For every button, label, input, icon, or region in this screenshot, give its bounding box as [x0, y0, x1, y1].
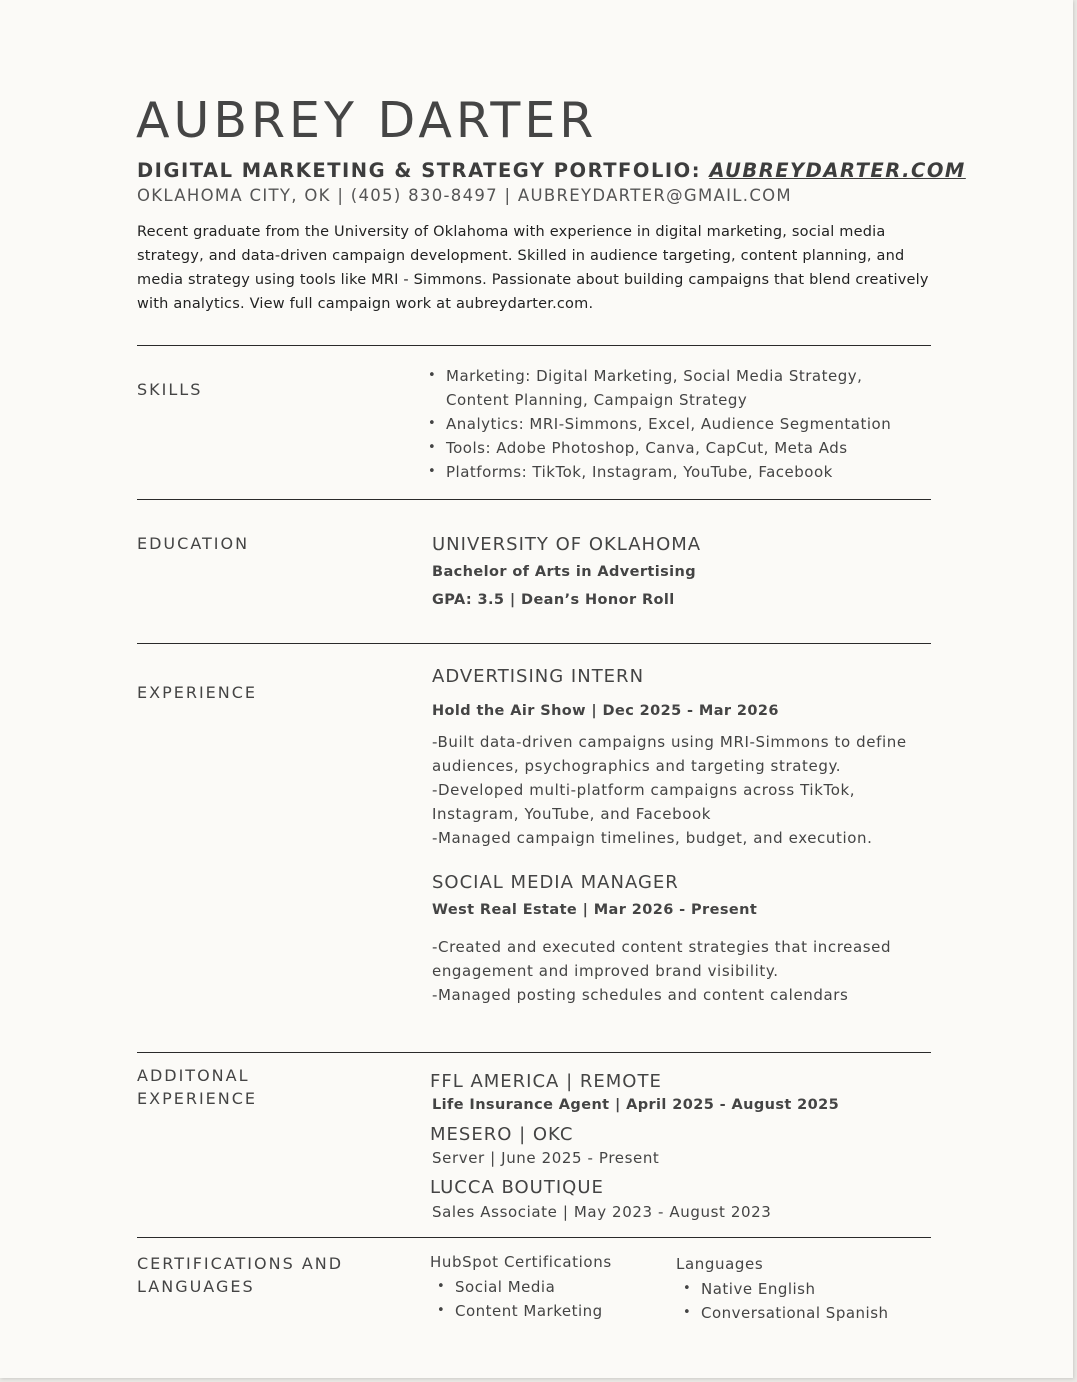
list-item: • Platforms: TikTok, Instagram, YouTube, Facebook — [428, 460, 928, 484]
experience-title: EXPERIENCE — [137, 683, 258, 702]
additional-title — [137, 1064, 257, 1110]
candidate-name: AUBREY DARTER — [136, 92, 598, 149]
section-divider — [137, 345, 931, 346]
certifications-title — [137, 1252, 343, 1298]
headline-prefix: DIGITAL MARKETING & STRATEGY PORTFOLIO: — [137, 159, 710, 182]
job-detail: Sales Associate | May 2023 - August 2023 — [432, 1203, 772, 1221]
section-divider — [137, 1052, 931, 1053]
skills-title: SKILLS — [137, 380, 203, 399]
list-item: • Social Media — [437, 1275, 657, 1299]
list-item: • Content Marketing — [437, 1299, 657, 1323]
job-title: FFL AMERICA | REMOTE — [430, 1071, 662, 1092]
job-org: West Real Estate | Mar 2026 - Present — [432, 902, 758, 918]
job-detail: Server | June 2025 - Present — [432, 1149, 660, 1167]
certifications-title-line: CERTIFICATIONS AND — [137, 1254, 344, 1273]
languages-list — [683, 1277, 933, 1325]
additional-title-line: ADDITONAL — [137, 1066, 250, 1085]
job-description — [432, 935, 932, 1007]
hubspot-list — [437, 1275, 657, 1323]
job-detail: Life Insurance Agent | April 2025 - August 2025 — [432, 1097, 840, 1113]
degree: Bachelor of Arts in Advertising — [432, 564, 697, 580]
languages-heading: Languages — [676, 1255, 764, 1273]
job-title: ADVERTISING INTERN — [432, 666, 645, 687]
list-item: • Marketing: Digital Marketing, Social Media Strategy, Content Planning, Campaign Strategy — [428, 364, 928, 412]
education-title: EDUCATION — [137, 534, 250, 553]
description-line: -Managed posting schedules and content calendars — [432, 986, 849, 1004]
list-item: • Analytics: MRI-Simmons, Excel, Audience Segmentation — [428, 412, 928, 436]
job-org: Hold the Air Show | Dec 2025 - Mar 2026 — [432, 703, 779, 719]
gpa: GPA: 3.5 | Dean’s Honor Roll — [432, 592, 675, 608]
contact-line: OKLAHOMA CITY, OK | (405) 830-8497 | AUBREYDARTER@GMAIL.COM — [137, 186, 792, 205]
hubspot-heading: HubSpot Certifications — [430, 1253, 612, 1271]
portfolio-headline — [137, 159, 966, 182]
description-line: -Managed campaign timelines, budget, and execution. — [432, 829, 873, 847]
description-line: -Created and executed content strategies that increased engagement and improved brand visibility. — [432, 938, 892, 980]
summary-paragraph: Recent graduate from the University of Oklahoma with experience in digital marketing, social media strategy, and data-driven campaign development. Skilled in audience targeting, content planning, and media strategy using tools like MRI - Simmons. Passionate about building campaigns that blend creatively with analytics. View full campaign work at aubreydarter.com. — [137, 224, 929, 312]
list-item: • Tools: Adobe Photoshop, Canva, CapCut, Meta Ads — [428, 436, 928, 460]
skills-list — [428, 364, 928, 484]
section-divider — [137, 1237, 931, 1238]
portfolio-link[interactable]: AUBREYDARTER.COM — [709, 159, 966, 182]
job-description — [432, 730, 932, 850]
list-item: • Native English — [683, 1277, 933, 1301]
job-title: LUCCA BOUTIQUE — [430, 1177, 604, 1198]
section-divider — [137, 643, 931, 644]
additional-title-line: EXPERIENCE — [137, 1089, 258, 1108]
school-name: UNIVERSITY OF OKLAHOMA — [432, 534, 702, 555]
description-line: -Built data-driven campaigns using MRI-Simmons to define audiences, psychographics and targeting strategy. — [432, 733, 907, 775]
description-line: -Developed multi-platform campaigns across TikTok, Instagram, YouTube, and Facebook — [432, 781, 856, 823]
job-title: MESERO | OKC — [430, 1124, 574, 1145]
job-title: SOCIAL MEDIA MANAGER — [432, 872, 679, 893]
list-item: • Conversational Spanish — [683, 1301, 933, 1325]
section-divider — [137, 499, 931, 500]
certifications-title-line: LANGUAGES — [137, 1277, 255, 1296]
